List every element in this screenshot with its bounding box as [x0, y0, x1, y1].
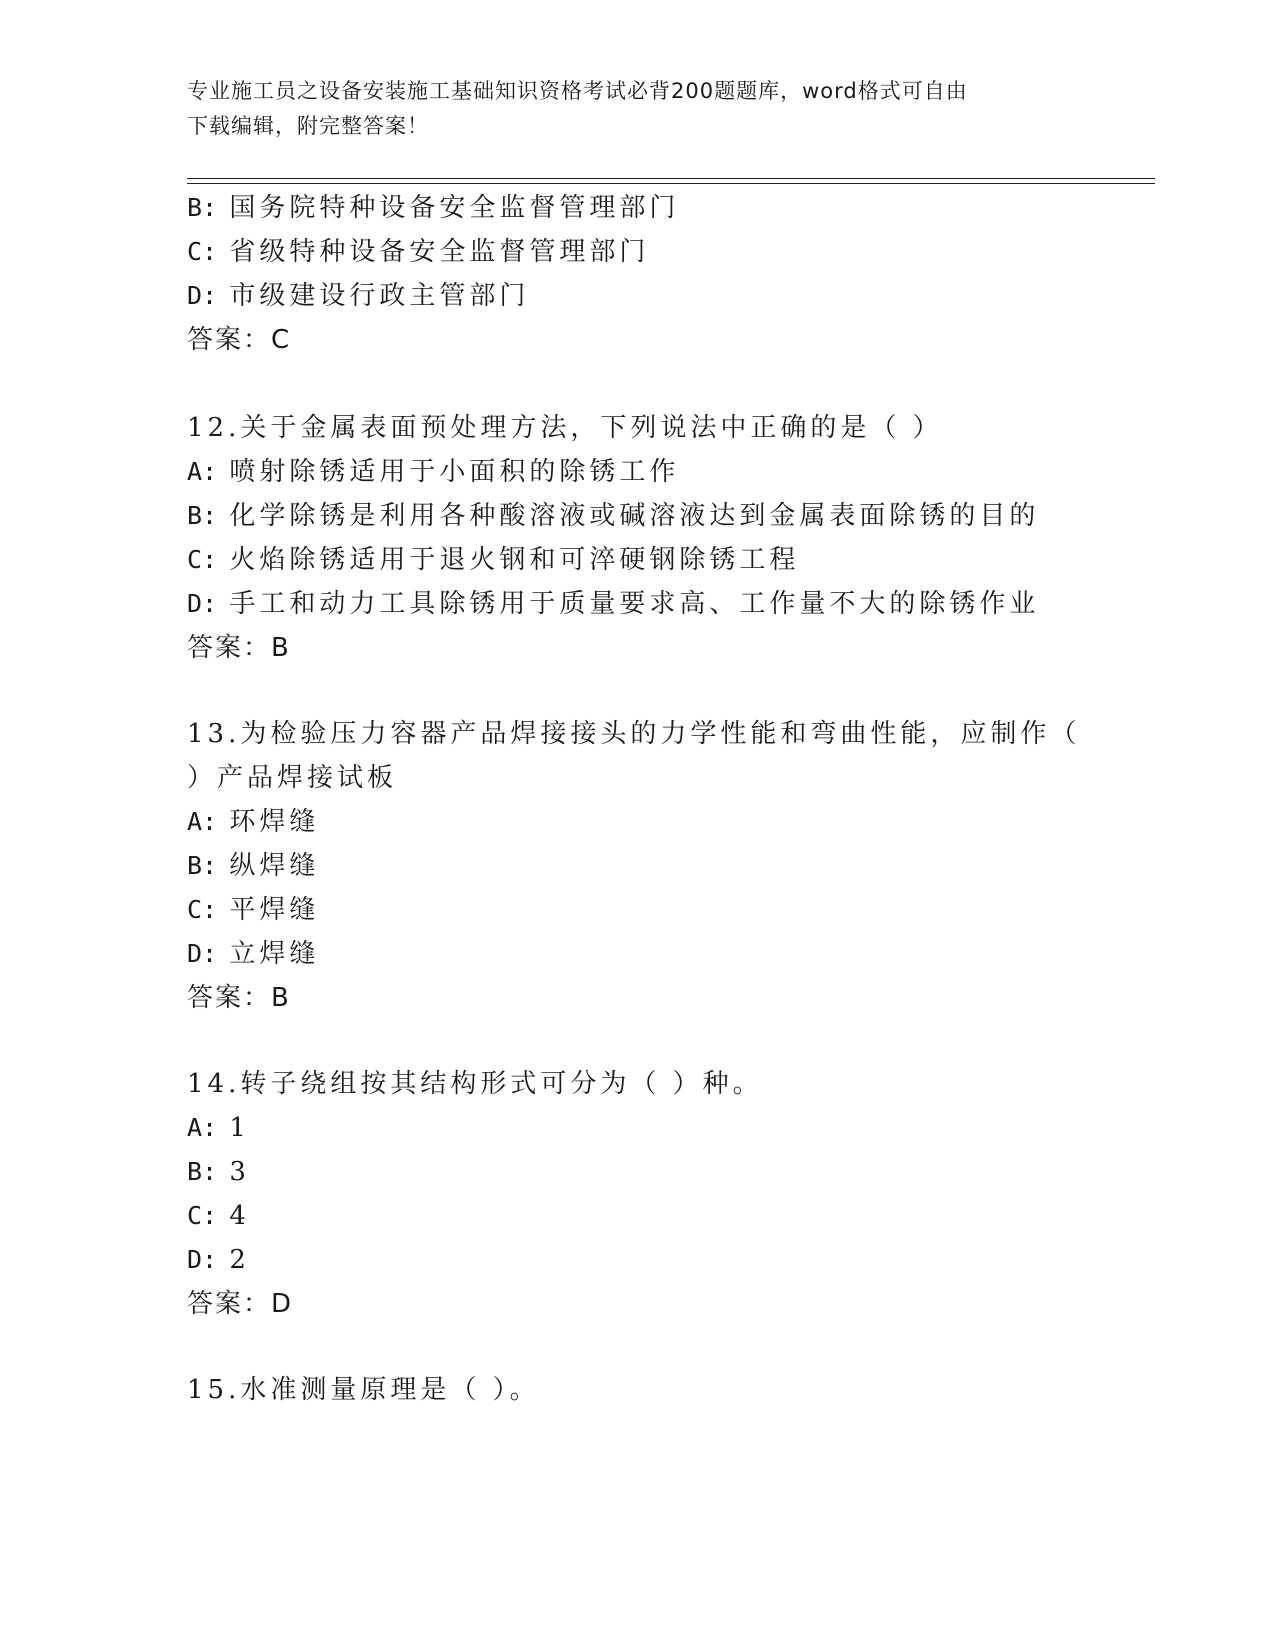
page-header — [187, 74, 1087, 144]
q15-stem: 15.水准测量原理是（ ）。 — [187, 1375, 540, 1405]
q13-stem-line-1: 13.为检验压力容器产品焊接接头的力学性能和弯曲性能，应制作（ — [187, 719, 1081, 749]
q14-option-a: A: 1 — [187, 1113, 250, 1143]
q11-option-c: C: 省级特种设备安全监督管理部门 — [187, 237, 650, 267]
q12-option-b: B: 化学除锈是利用各种酸溶液或碱溶液达到金属表面除锈的目的 — [187, 501, 1040, 531]
header-divider-top — [187, 178, 1155, 179]
q11-option-d: D: 市级建设行政主管部门 — [187, 281, 530, 311]
q14-option-c: C: 4 — [187, 1201, 250, 1231]
q12-stem: 12.关于金属表面预处理方法，下列说法中正确的是（ ） — [187, 413, 943, 443]
q12-option-d: D: 手工和动力工具除锈用于质量要求高、工作量不大的除锈作业 — [187, 589, 1040, 619]
header-line-2: 下载编辑，附完整答案！ — [187, 114, 429, 138]
q14-option-b: B: 3 — [187, 1157, 250, 1187]
q11-option-b: B: 国务院特种设备安全监督管理部门 — [187, 193, 680, 223]
q13-option-c: C: 平焊缝 — [187, 895, 320, 925]
q14-option-d: D: 2 — [187, 1245, 250, 1275]
header-divider-bottom — [187, 183, 1155, 184]
q13-stem-line-2: ）产品焊接试板 — [187, 763, 398, 793]
q13-option-a: A: 环焊缝 — [187, 807, 320, 837]
q12-option-c: C: 火焰除锈适用于退火钢和可淬硬钢除锈工程 — [187, 545, 800, 575]
header-line-1: 专业施工员之设备安装施工基础知识资格考试必背200题题库，word格式可自由 — [187, 79, 968, 103]
q13-option-b: B: 纵焊缝 — [187, 851, 320, 881]
q11-answer: 答案：C — [187, 325, 292, 355]
q12-option-a: A: 喷射除锈适用于小面积的除锈工作 — [187, 457, 680, 487]
q14-answer: 答案：D — [187, 1289, 294, 1319]
q12-answer: 答案：B — [187, 633, 291, 663]
q13-option-d: D: 立焊缝 — [187, 939, 320, 969]
q14-stem: 14.转子绕组按其结构形式可分为（ ）种。 — [187, 1069, 763, 1099]
q13-answer: 答案：B — [187, 983, 291, 1013]
